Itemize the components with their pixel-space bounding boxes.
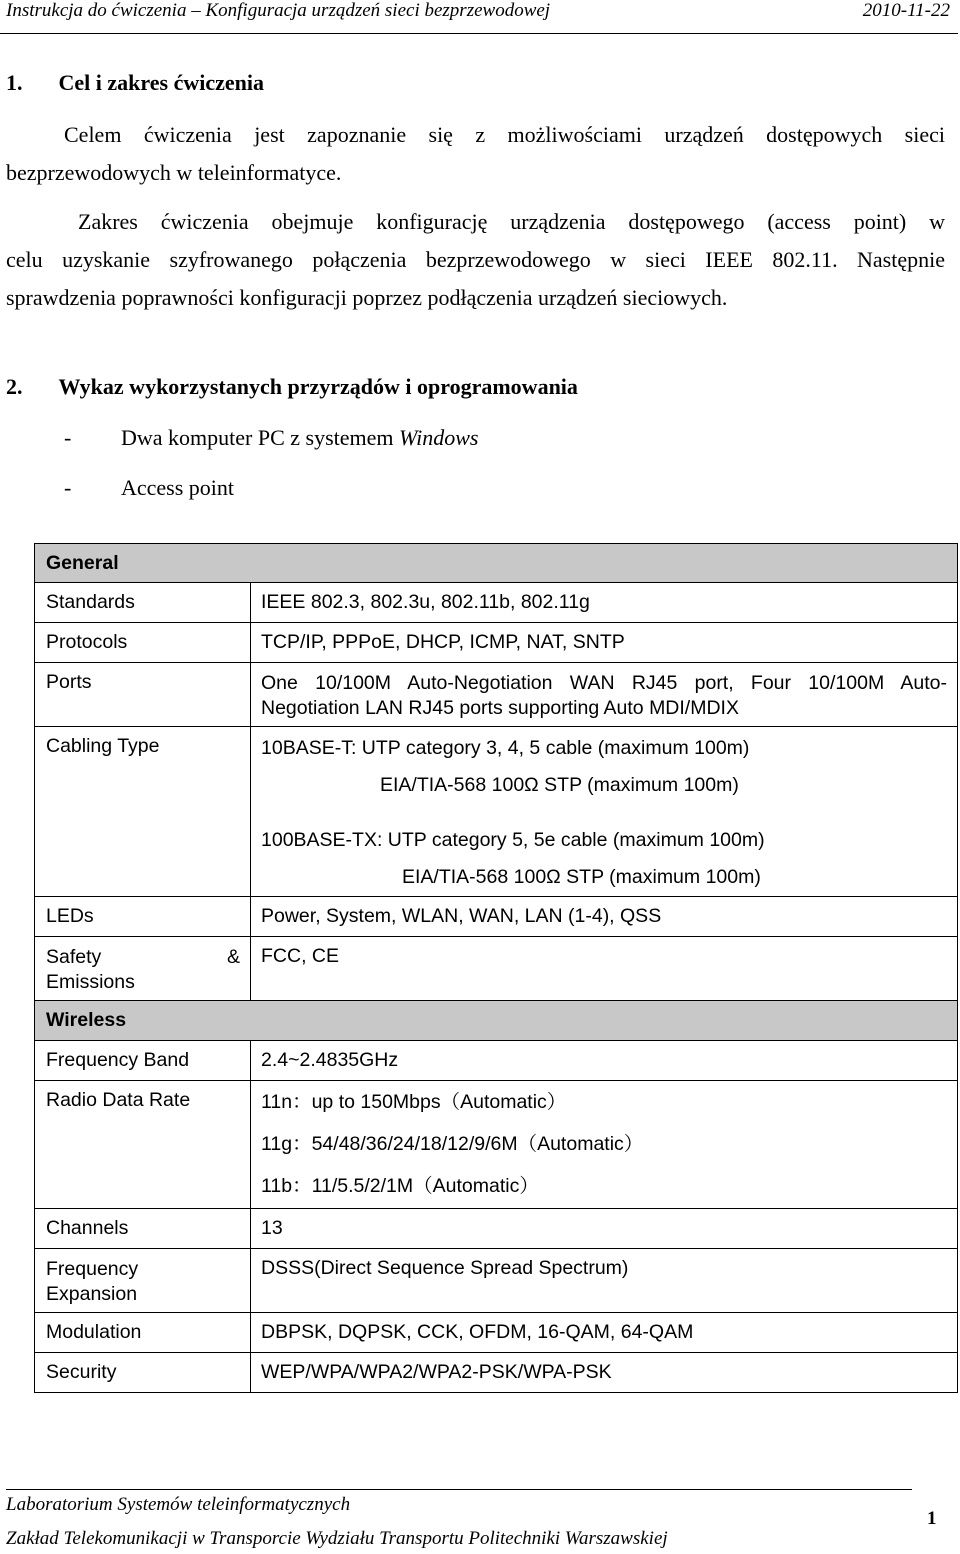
radio-rate-11n: 11n：up to 150Mbps（Automatic） [261,1091,567,1113]
row-label: Security [35,1353,251,1393]
table-row [35,1041,958,1081]
row-value [251,663,958,727]
cabling-value-2a: 100BASE-TX: UTP category 5, 5e cable (maximum 100m) [261,829,765,851]
page-header [6,0,950,30]
row-value: WEP/WPA/WPA2/WPA2-PSK/WPA-PSK [251,1353,958,1393]
list-item-text: Access point [121,475,235,500]
list-item-italic: Windows [399,425,479,450]
row-label: Modulation [35,1313,251,1353]
row-value [251,727,958,897]
row-value: 13 [251,1209,958,1249]
header-rule [0,33,958,34]
freq-exp-label-line1: Frequency [46,1258,139,1280]
list-dash: - [64,475,72,500]
footer-rule [6,1489,912,1490]
row-label [35,1249,251,1313]
table-row [35,623,958,663]
table-row [35,1081,958,1209]
section-1-para1-line1: Celem ćwiczenia jest zapoznanie się z możliwościami urządzeń dostępowych sieci [64,122,945,147]
table-row [35,663,958,727]
list-item-text: Dwa komputer PC z systemem [121,425,400,450]
row-label: Standards [35,583,251,623]
section-2-heading [6,374,578,400]
row-value: FCC, CE [251,937,958,1001]
list-dash: - [64,425,72,450]
page-number: 1 [927,1508,937,1529]
radio-rate-11g: 11g：54/48/36/24/18/12/9/6M（Automatic） [261,1133,644,1155]
table-row [35,727,958,897]
row-label: LEDs [35,897,251,937]
table-row [35,1249,958,1313]
footer-line1: Laboratorium Systemów teleinformatycznych [6,1494,351,1515]
footer-line2: Zakład Telekomunikacji w Transporcie Wydziału Transportu Politechniki Warszawskiej [6,1528,668,1549]
row-label: Channels [35,1209,251,1249]
section-1-para2-line2: celu uzyskanie szyfrowanego połączenia bezprzewodowego w sieci IEEE 802.11. Następnie [6,247,945,272]
row-value: IEEE 802.3, 802.3u, 802.11b, 802.11g [251,583,958,623]
header-date: 2010-11-22 [862,0,950,21]
table-row [35,1353,958,1393]
cabling-value-1a: 10BASE-T: UTP category 3, 4, 5 cable (maximum 100m) [261,737,750,759]
row-label [35,937,251,1001]
ports-value-line2: Negotiation LAN RJ45 ports supporting Auto MDI/MDIX [261,697,739,719]
spec-table [34,543,958,1393]
cabling-value-2b: EIA/TIA-568 100Ω STP (maximum 100m) [402,866,761,888]
row-label: Ports [35,663,251,727]
radio-rate-11b: 11b：11/5.5/2/1M（Automatic） [261,1175,539,1197]
table-row [35,897,958,937]
safety-label-line2: Emissions [46,971,135,993]
freq-exp-label-line2: Expansion [46,1283,138,1305]
safety-label-line1: Safety & [46,946,240,968]
ports-value-line1: One 10/100M Auto-Negotiation WAN RJ45 port, Four 10/100M Auto- [261,672,947,694]
row-label: Cabling Type [35,727,251,897]
row-value: 2.4~2.4835GHz [251,1041,958,1081]
row-value: DSSS(Direct Sequence Spread Spectrum) [251,1249,958,1313]
list-item [64,475,664,505]
section-1-para1-line2: bezprzewodowych w teleinformatyce. [6,160,342,185]
section-header-wireless: Wireless [35,1001,958,1041]
section-1-heading [6,70,264,96]
section-1-number: 1. [6,70,23,95]
row-label: Frequency Band [35,1041,251,1081]
list-item [64,425,664,455]
table-row [35,583,958,623]
section-header-general: General [35,544,958,583]
section-2-number: 2. [6,374,23,399]
row-value [251,1081,958,1209]
section-1-para2-line3: sprawdzenia poprawności konfiguracji poprzez podłączenia urządzeń sieciowych. [6,285,728,310]
row-value: Power, System, WLAN, WAN, LAN (1-4), QSS [251,897,958,937]
table-row [35,1313,958,1353]
section-1-title: Cel i zakres ćwiczenia [58,70,264,95]
section-2-title: Wykaz wykorzystanych przyrządów i oprogramowania [58,374,578,399]
section-1-para2-line1: Zakres ćwiczenia obejmuje konfigurację urządzenia dostępowego (access point) w [78,209,945,234]
row-label: Protocols [35,623,251,663]
table-section-row [35,544,958,583]
table-row [35,937,958,1001]
cabling-value-1b: EIA/TIA-568 100Ω STP (maximum 100m) [380,774,739,796]
header-title: Instrukcja do ćwiczenia – Konfiguracja urządzeń sieci bezprzewodowej [6,0,551,21]
row-label: Radio Data Rate [35,1081,251,1209]
table-section-row [35,1001,958,1041]
table-row [35,1209,958,1249]
row-value: DBPSK, DQPSK, CCK, OFDM, 16-QAM, 64-QAM [251,1313,958,1353]
row-value: TCP/IP, PPPoE, DHCP, ICMP, NAT, SNTP [251,623,958,663]
